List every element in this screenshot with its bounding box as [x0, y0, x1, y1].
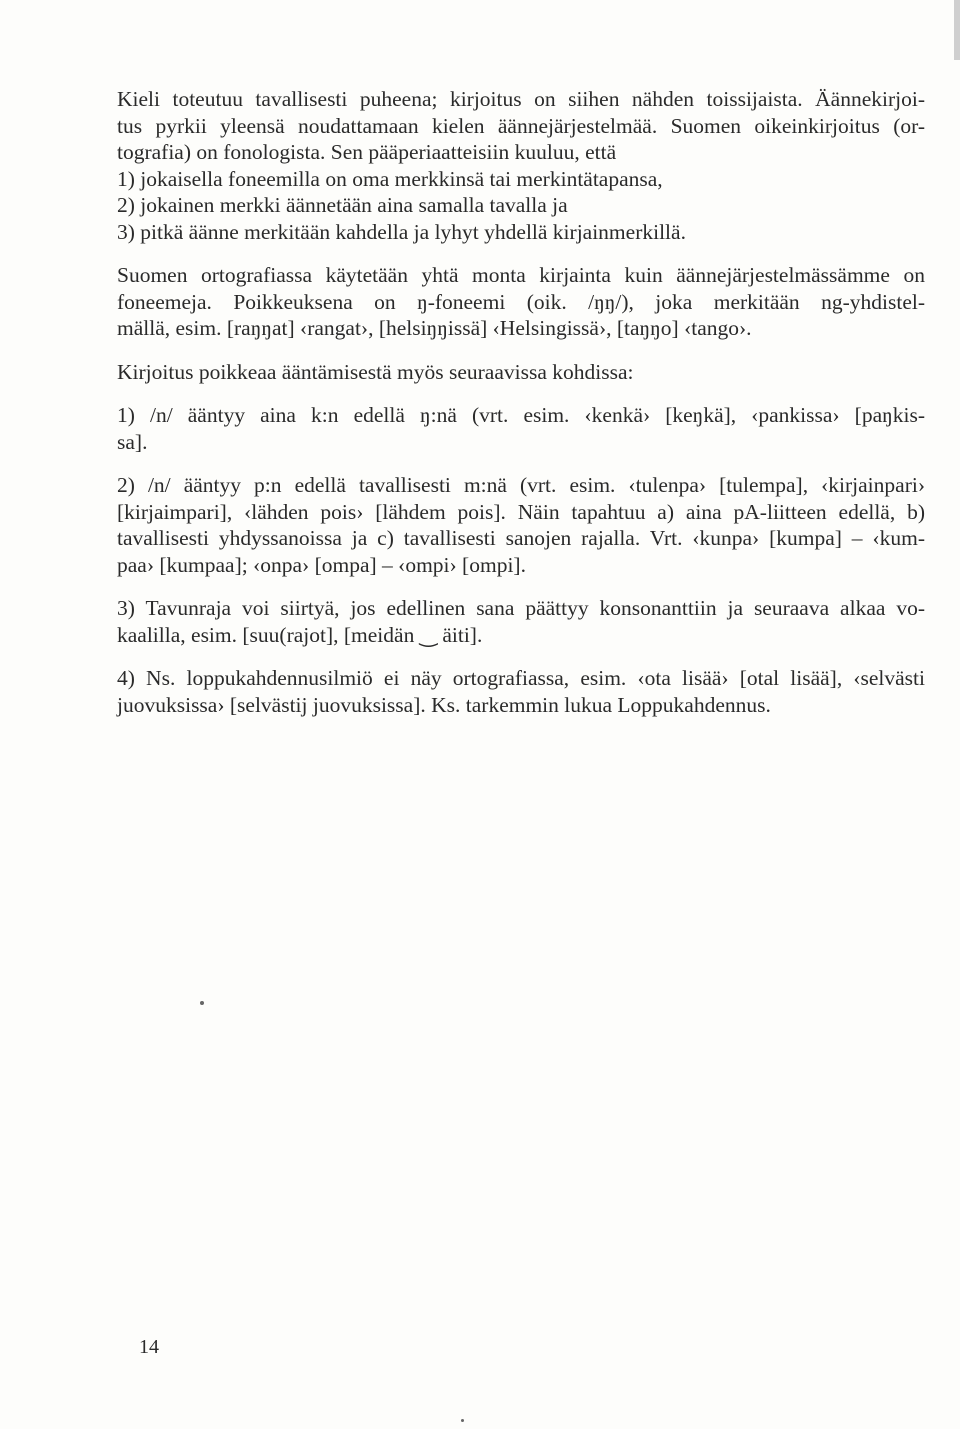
paragraph-intro: [117, 86, 925, 245]
text-line: kaalilla, esim. [suu(rajot], [meidän ‿ äiti].: [117, 622, 483, 647]
text-line: tavallisesti yhdyssanoissa ja c) tavallisesti sanojen rajalla. Vrt. ‹kunpa› [kumpa] – ‹kum-: [117, 526, 925, 550]
text-line: Kieli toteutuu tavallisesti puheena; kirjoitus on siihen nähden toissijaista. Äännekirjoi-: [117, 87, 925, 111]
text-line: foneemeja. Poikkeuksena on ŋ-foneemi (oik. /ŋŋ/), joka merkitään ng-yhdistel-: [117, 289, 925, 314]
text-line: mällä, esim. [raŋŋat] ‹rangat›, [helsiŋŋissä] ‹Helsingissä›, [taŋŋo] ‹tango›.: [117, 316, 752, 340]
text-line: 3) Tavunraja voi siirtyä, jos edellinen sana päättyy konsonanttiin ja seuraava alkaa vo-: [117, 596, 925, 620]
text-line: 2) jokainen merkki äännetään aina samalla tavalla ja: [117, 193, 568, 217]
paragraph-ortography: [117, 262, 925, 342]
text-line: juovuksissa› [selvästij juovuksissa]. Ks. tarkemmin lukua Loppukahdennus.: [117, 692, 771, 717]
text-line: tus pyrkii yleensä noudattamaan kielen äännejärjestelmää. Suomen oikeinkirjoitus (or-: [117, 113, 925, 138]
dust-speck: [200, 1001, 204, 1005]
list-item-1: [117, 402, 925, 455]
page-body: [117, 86, 925, 718]
text-line: Kirjoitus poikkeaa ääntämisestä myös seuraavissa kohdissa:: [117, 359, 634, 384]
text-line: 2) /n/ ääntyy p:n edellä tavallisesti m:nä (vrt. esim. ‹tulenpa› [tulempa], ‹kirjainpari›: [117, 473, 925, 497]
text-line: Suomen ortografiassa käytetään yhtä monta kirjainta kuin äännejärjestelmässämme on: [117, 263, 925, 287]
list-item-2: [117, 472, 925, 578]
page-number: 14: [139, 1336, 159, 1358]
text-line: paa› [kumpaa]; ‹onpa› [ompa] – ‹ompi› [ompi].: [117, 552, 526, 577]
list-item-3: [117, 595, 925, 648]
text-line: 1) jokaisella foneemilla on oma merkkinsä tai merkintätapansa,: [117, 166, 663, 191]
text-line: tografia) on fonologista. Sen pääperiaatteisiin kuuluu, että: [117, 140, 617, 164]
text-line: 1) /n/ ääntyy aina k:n edellä ŋ:nä (vrt. esim. ‹kenkä› [keŋkä], ‹pankissa› [paŋkis-: [117, 403, 925, 427]
text-line: sa].: [117, 429, 148, 454]
text-line: 3) pitkä äänne merkitään kahdella ja lyhyt yhdellä kirjainmerkillä.: [117, 219, 686, 244]
text-line: 4) Ns. loppukahdennusilmiö ei näy ortografiassa, esim. ‹ota lisää› [otal lisää], ‹selvästi: [117, 666, 925, 690]
dust-speck: [461, 1419, 464, 1422]
list-item-4: [117, 665, 925, 718]
page-edge-shadow: [954, 0, 960, 60]
text-line: [kirjaimpari], ‹lähden pois› [lähdem pois]. Näin tapahtuu a) aina pA-liitteen edellä, b): [117, 499, 925, 524]
paragraph-exceptions-intro: [117, 359, 925, 386]
